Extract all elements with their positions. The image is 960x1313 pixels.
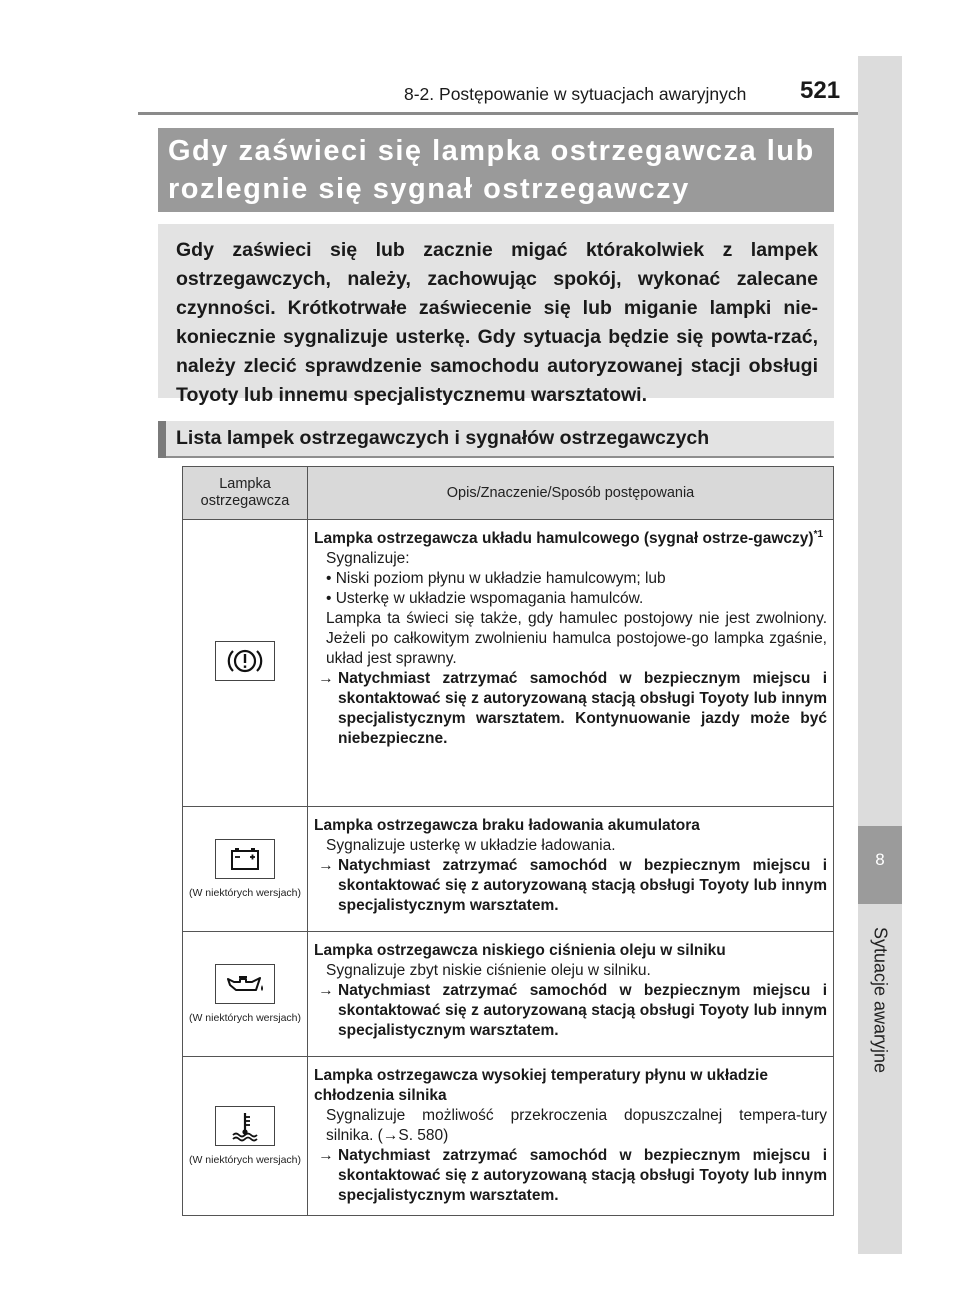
action-instruction: → Natychmiast zatrzymać samochód w bezpiecznym miejscu i skontaktować się z autoryzowaną stacją obsługi Toyoty lub innym specjalistycznym warsztatem. (314, 981, 827, 1041)
battery-icon (215, 839, 275, 879)
description-cell (308, 807, 834, 932)
warning-title: Lampka ostrzegawcza niskiego ciśnienia oleju w silniku (314, 942, 726, 959)
description-cell (308, 932, 834, 1057)
section-heading: Lista lampek ostrzegawczych i sygnałów ostrzegawczych (176, 427, 710, 449)
page-title: Gdy zaświeci się lampka ostrzegawcza lub rozlegnie się sygnał ostrzegawczy (168, 135, 815, 205)
section-heading-bar (158, 421, 166, 458)
header-divider (138, 112, 858, 115)
table-row (183, 807, 834, 932)
description-cell (308, 1057, 834, 1216)
table-row (183, 1057, 834, 1216)
action-instruction: → Natychmiast zatrzymać samochód w bezpiecznym miejscu i skontaktować się z autoryzowaną stacją obsługi Toyoty lub innym specjalistycznym warsztatem. (314, 856, 827, 916)
variant-note: (W niektórych wersjach) (188, 1153, 302, 1166)
page-reference[interactable]: S. 580 (398, 1127, 444, 1144)
arrow-icon: → (318, 1147, 334, 1164)
intro-paragraph: Gdy zaświeci się lub zacznie migać którakolwiek z lampek ostrzegawczych, należy, zachowując spokój, wykonać zalecane czynności. Krótkotrwałe zaświecenie się lub miganie lampki nie-koniecznie sygnalizuje usterkę. Gdy sytuacja będzie się powta-rzać, należy zlecić sprawdzenie samochodu autoryzowanej stacji obsługi Toyoty lub innemu specjalistycznemu warsztatowi. (176, 239, 818, 406)
arrow-icon: → (382, 1127, 399, 1144)
description-line: Sygnalizuje usterkę w układzie ładowania. (326, 837, 616, 854)
description-body: Sygnalizuje możliwość przekroczenia dopuszczalnej tempera-tury silnika. (→S. 580) (326, 1107, 827, 1144)
action-instruction: → Natychmiast zatrzymać samochód w bezpiecznym miejscu i skontaktować się z autoryzowaną stacją obsługi Toyoty lub innym specjalistycznym warsztatem. (314, 1146, 827, 1206)
table-row (183, 520, 834, 807)
arrow-icon: → (318, 857, 334, 874)
description-line: • Niski poziom płynu w układzie hamulcowym; lub (326, 570, 666, 587)
icon-cell (183, 1057, 308, 1216)
warning-title: Lampka ostrzegawcza wysokiej temperatury płynu w układzie chłodzenia silnika (314, 1067, 768, 1104)
variant-note: (W niektórych wersjach) (188, 1011, 302, 1024)
description-body: Lampka ta świeci się także, gdy hamulec postojowy nie jest zwolniony. Jeżeli po całkowitym zwolnieniu hamulca postojowe-go lampka zgaśnie, układ jest sprawny. (326, 610, 827, 667)
warning-lights-table (182, 466, 834, 1216)
brake-warning-icon (215, 641, 275, 681)
coolant-temperature-icon (215, 1106, 275, 1146)
variant-note: (W niektórych wersjach) (188, 886, 302, 899)
action-instruction: → Natychmiast zatrzymać samochód w bezpiecznym miejscu i skontaktować się z autoryzowaną stacją obsługi Toyoty lub innym specjalistycznym warsztatem. Kontynuowanie jazdy może być niebezpieczne. (314, 669, 827, 749)
column-header-lamp: Lampka ostrzegawcza (183, 467, 308, 520)
description-cell (308, 520, 834, 807)
chapter-number: 8 (875, 850, 885, 869)
table-row (183, 932, 834, 1057)
column-header-description: Opis/Znaczenie/Sposób postępowania (308, 467, 834, 520)
icon-cell (183, 520, 308, 807)
arrow-icon: → (318, 670, 334, 687)
arrow-icon: → (318, 982, 334, 999)
description-line: Sygnalizuje zbyt niskie ciśnienie oleju w silniku. (326, 962, 651, 979)
icon-cell (183, 932, 308, 1057)
oil-pressure-icon (215, 964, 275, 1004)
page-number: 521 (800, 77, 841, 104)
warning-title: Lampka ostrzegawcza układu hamulcowego (sygnał ostrze-gawczy)$^{*1}$ (314, 528, 824, 547)
chapter-title: Sytuacje awaryjne (870, 926, 891, 1074)
header-section-title: 8-2. Postępowanie w sytuacjach awaryjnych (404, 84, 747, 104)
table-header-row (183, 467, 834, 520)
description-line: • Usterkę w układzie wspomagania hamulców. (326, 590, 644, 607)
icon-cell (183, 807, 308, 932)
description-line: Sygnalizuje: (326, 550, 410, 567)
chapter-side-tab (858, 56, 902, 1254)
warning-title: Lampka ostrzegawcza braku ładowania akumulatora (314, 817, 700, 834)
